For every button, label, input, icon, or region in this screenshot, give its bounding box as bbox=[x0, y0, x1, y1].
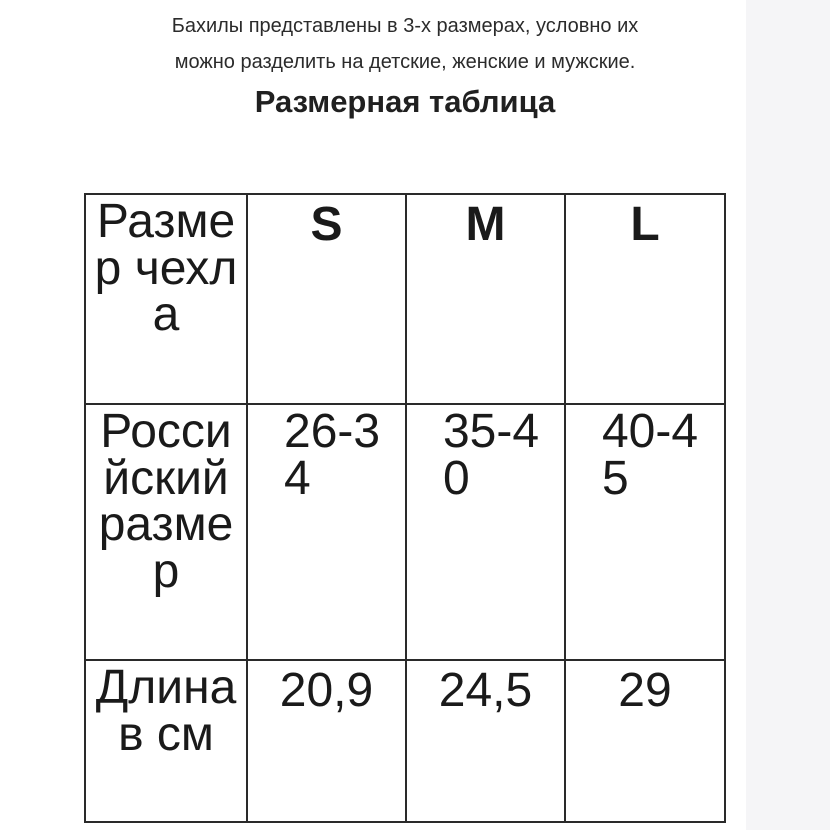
page-right-gutter bbox=[746, 0, 830, 830]
length-l-cell bbox=[565, 660, 725, 822]
intro-paragraph bbox=[70, 8, 740, 80]
length-l-value: 29 bbox=[618, 664, 672, 717]
table-row-russian-size bbox=[85, 404, 725, 660]
length-label: Длина в см bbox=[95, 661, 237, 761]
size-table bbox=[84, 193, 726, 823]
size-l-label: L bbox=[630, 198, 660, 251]
table-row-length bbox=[85, 660, 725, 822]
size-cell-m bbox=[406, 194, 565, 404]
intro-line-2: можно разделить на детские, женские и мужские. bbox=[174, 51, 636, 73]
length-s-cell bbox=[247, 660, 406, 822]
russian-size-s-value: 26-34 bbox=[284, 405, 381, 505]
length-s-value: 20,9 bbox=[279, 664, 374, 717]
russian-size-s-cell bbox=[247, 404, 406, 660]
size-m-label: M bbox=[465, 198, 506, 251]
russian-size-label-cell bbox=[85, 404, 247, 660]
size-s-label: S bbox=[310, 198, 343, 251]
size-table-title: Размерная таблица bbox=[254, 84, 556, 119]
russian-size-l-value: 40-45 bbox=[601, 405, 699, 505]
length-label-cell bbox=[85, 660, 247, 822]
russian-size-m-value: 35-40 bbox=[442, 405, 540, 505]
size-cell-s bbox=[247, 194, 406, 404]
length-m-value: 24,5 bbox=[438, 664, 533, 717]
intro-line-1: Бахилы представлены в 3-х размерах, условно их bbox=[171, 15, 639, 37]
table-header-label-cell bbox=[85, 194, 247, 404]
length-m-cell bbox=[406, 660, 565, 822]
russian-size-label: Российский размер bbox=[98, 405, 234, 598]
size-cell-l bbox=[565, 194, 725, 404]
russian-size-l-cell bbox=[565, 404, 725, 660]
header-label-text: Размер чехла bbox=[94, 195, 238, 342]
table-row-header bbox=[85, 194, 725, 404]
russian-size-m-cell bbox=[406, 404, 565, 660]
